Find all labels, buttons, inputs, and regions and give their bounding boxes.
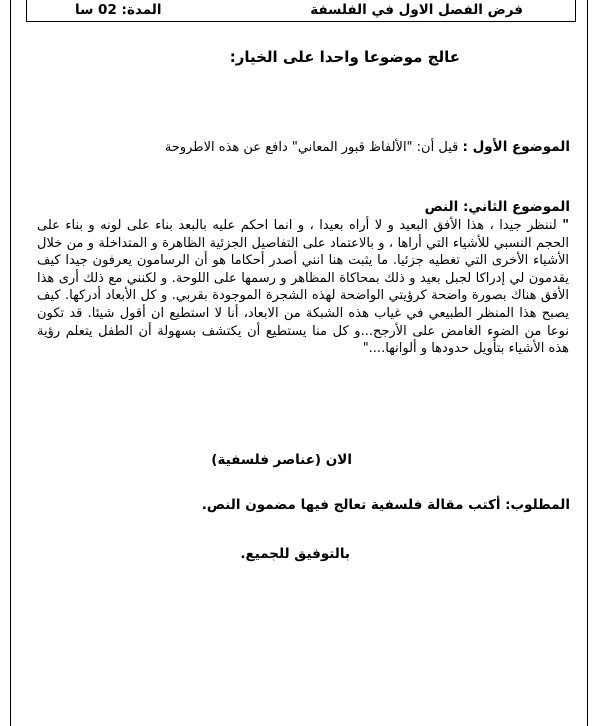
passage-open-quote: " xyxy=(562,218,569,233)
instruction: عالج موضوعا واحدا على الخيار: xyxy=(229,48,460,66)
passage-source: الان (عناصر فلسفية) xyxy=(211,452,352,468)
closing-wishes: بالتوفيق للجميع. xyxy=(240,546,350,562)
topic-1-text: قيل أن: "الألفاظ قبور المعاني" دافع عن هذه الاطروحة xyxy=(164,140,459,155)
text-passage xyxy=(37,217,569,358)
topic-1-label: الموضوع الأول : xyxy=(462,139,570,155)
exam-header xyxy=(26,0,576,22)
task-required: المطلوب: أكتب مقالة فلسفية تعالج فيها مضمون النص. xyxy=(201,497,570,513)
passage-body: لننظر جيدا ، هذا الأفق البعيد و لا أراه بعيدا ، و انما احكم عليه بالبعد بناء على لونه و بناء على الحجم النسبي للأشياء التي أراها ، و بالاعتماد على التفاصيل الجزئية الظاهرة و المتداخلة و من خلال الأشياء الأخرى التي تغطيه جزئيا. ما يثبت هنا انني أصدر أحكاما هو أن الرسامون يعرفون جيدا كيف يقدمون لي إدراكا لجبل بعيد و ذلك بمحاكاة المظاهر و رسمها على اللوحة. و لكنني مع ذلك أرى هذا الأفق هناك بصورة واضحة كرؤيتي الواضحة لهذه الشجرة الموجودة بقربي. و كل الأبعاد أدركها. كيف يصبح هذا المنظر الطبيعي في غياب هذه الشبكة من الابعاد، أنا لا استطيع ان أقول شيئا. قد تكون نوعا من الضوء الغامض على الأرجح...و كل منا يستطيع أن يكتشف بسهولة أن الطفل يتعلم رؤية هذه الأشياء بتأويل حدودها و ألوانها...." xyxy=(37,218,569,357)
page-border xyxy=(10,0,588,726)
exam-duration: المدة: 02 سا xyxy=(75,1,162,18)
topic-1 xyxy=(100,139,570,155)
topic-2-label: الموضوع الثاني: النص xyxy=(424,199,570,215)
exam-title: فرض الفصل الاول في الفلسفة xyxy=(310,1,523,18)
